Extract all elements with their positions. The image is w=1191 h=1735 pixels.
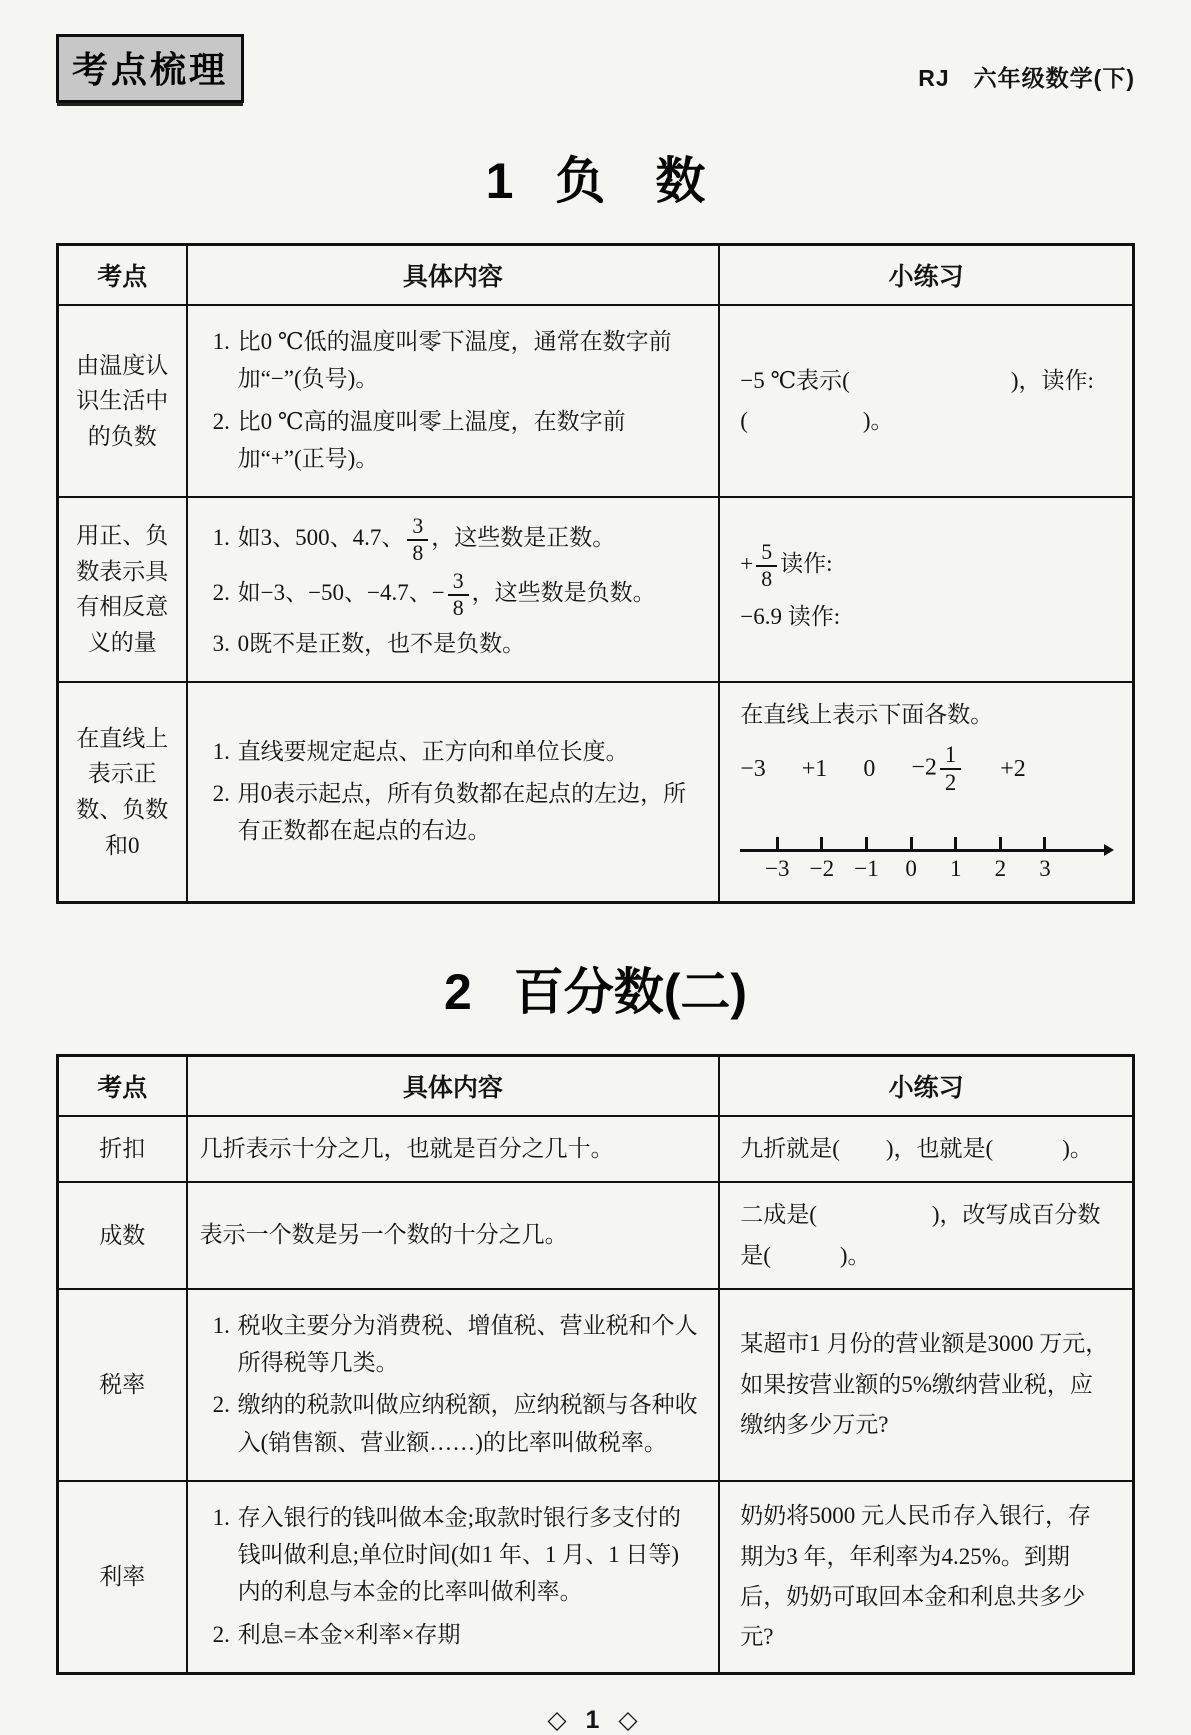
- header-practice: 小练习: [719, 1056, 1133, 1117]
- page-number: 1: [585, 1705, 606, 1734]
- topic-cell: 税率: [58, 1289, 187, 1481]
- tick: [807, 825, 837, 880]
- topic-cell: 在直线上表示正数、负数和0: [58, 682, 187, 903]
- tick-label: −1: [854, 856, 879, 882]
- content-item: 3. 0既不是正数，也不是负数。: [236, 625, 701, 662]
- fraction-denominator: 8: [756, 565, 777, 591]
- chapter2-name: 百分数(二): [513, 964, 748, 1021]
- practice-cell: [719, 1481, 1133, 1674]
- tick-mark: [954, 837, 957, 852]
- topic-cell: 由温度认识生活中的负数: [58, 305, 187, 497]
- text-segment: −2: [911, 754, 937, 781]
- practice-text: 二成是( )，改写成百分数是( )。: [740, 1202, 1101, 1268]
- chapter2-table: [56, 1054, 1135, 1675]
- number-item: −3: [740, 756, 766, 783]
- content-item: 1. 比0 ℃低的温度叫零下温度，通常在数字前加“−”(负号)。: [236, 323, 701, 398]
- content-cell: [187, 682, 720, 903]
- text-segment: +: [740, 551, 754, 577]
- topic-cell: 利率: [58, 1481, 187, 1674]
- number-item: [911, 743, 964, 795]
- practice-cell: [719, 497, 1133, 682]
- practice-cell: [719, 1289, 1133, 1481]
- topic-cell: 成数: [58, 1182, 187, 1289]
- table-header-row: [58, 245, 1134, 306]
- table-row: [58, 1481, 1134, 1674]
- number-line: [740, 825, 1112, 889]
- fraction: [407, 515, 428, 565]
- practice-text: −5 ℃表示( )，读作:( )。: [740, 367, 1094, 433]
- table-row: [58, 1289, 1134, 1481]
- tick-label: 0: [905, 856, 917, 882]
- tick-label: 3: [1039, 856, 1051, 882]
- content-cell: [187, 1116, 720, 1182]
- chapter1-name: 负 数: [555, 153, 706, 209]
- number-item: +1: [801, 756, 828, 783]
- fraction: [940, 743, 961, 795]
- chapter1-title: [56, 141, 1135, 213]
- tick: [941, 825, 971, 880]
- text-segment: 读作:: [780, 551, 833, 577]
- tick-label: 2: [994, 856, 1007, 882]
- page-footer: [56, 1705, 1135, 1735]
- tick: [985, 825, 1015, 880]
- fraction-numerator: 3: [452, 568, 464, 593]
- practice-text: −6.9 读作:: [740, 604, 841, 630]
- tick-mark: [776, 837, 779, 852]
- tick-mark: [999, 837, 1002, 852]
- practice-text: 九折就是( )，也就是( )。: [740, 1136, 1093, 1162]
- table-row: [58, 1116, 1134, 1182]
- practice-cell: [719, 1116, 1133, 1182]
- practice-text: 在直线上表示下面各数。: [740, 701, 994, 727]
- content-item: 1. 税收主要分为消费税、增值税、营业税和个人所得税等几类。: [236, 1307, 701, 1382]
- content-item: 2. 用0表示起点，所有负数都在起点的左边，所有正数都在起点的右边。: [236, 775, 701, 850]
- fraction-numerator: 5: [761, 540, 773, 565]
- diamond-icon: ◇: [547, 1705, 573, 1734]
- fraction-denominator: 8: [407, 539, 428, 565]
- table-row: [58, 1182, 1134, 1289]
- table-row: [58, 682, 1134, 903]
- content-item: 2. 利息=本金×利率×存期: [236, 1616, 701, 1653]
- tick: [1030, 825, 1060, 880]
- chapter2-number: 2: [443, 964, 472, 1021]
- table-row: [58, 497, 1134, 682]
- tick-label: −2: [809, 856, 835, 882]
- content-item: 1. 直线要规定起点、正方向和单位长度。: [236, 733, 701, 770]
- header-topic: 考点: [58, 1056, 187, 1117]
- edition-label: RJ 六年级数学(下): [918, 65, 1135, 91]
- practice-cell: [719, 682, 1133, 903]
- practice-cell: [719, 1182, 1133, 1289]
- chapter1-number: 1: [485, 153, 514, 209]
- text-segment: ，这些数是正数。: [431, 525, 616, 551]
- tick-label: 1: [949, 856, 962, 882]
- header-content: 具体内容: [187, 245, 720, 306]
- number-line-arrow: [1104, 844, 1114, 856]
- tick: [896, 825, 926, 880]
- header-content: 具体内容: [187, 1056, 720, 1117]
- chapter2-title: [56, 952, 1135, 1024]
- fraction-denominator: 2: [940, 768, 961, 795]
- header-topic: 考点: [58, 245, 187, 306]
- content-cell: [187, 1182, 720, 1289]
- tick-mark: [820, 837, 823, 852]
- content-cell: [187, 1481, 720, 1674]
- practice-text: [740, 541, 1112, 591]
- fraction-denominator: 8: [448, 594, 469, 620]
- content-item: [236, 570, 701, 620]
- content-cell: [187, 1289, 720, 1481]
- content-cell: [187, 497, 720, 682]
- practice-text: 奶奶将5000 元人民币存入银行，存期为3 年，年利率为4.25%。到期后，奶奶可取回本金和利息共多少元?: [740, 1503, 1091, 1650]
- practice-text: 某超市1 月份的营业额是3000 万元，如果按营业额的5%缴纳营业税，应缴纳多少万元?: [740, 1331, 1109, 1437]
- tick-mark: [865, 837, 868, 852]
- fraction: [756, 541, 777, 591]
- content-item: 2. 比0 ℃高的温度叫零上温度，在数字前加“+”(正号)。: [236, 403, 701, 478]
- tick-mark: [1043, 837, 1046, 852]
- topic-cell: 用正、负数表示具有相反意义的量: [58, 497, 187, 682]
- practice-cell: [719, 305, 1133, 497]
- content-item: 1. 存入银行的钱叫做本金;取款时银行多支付的钱叫做利息;单位时间(如1 年、1 月、1 日等)内的利息与本金的比率叫做利率。: [236, 1499, 701, 1611]
- page-header: [56, 34, 1135, 103]
- header-practice: 小练习: [719, 245, 1133, 306]
- number-item: 0: [863, 756, 876, 783]
- number-line-ticks: [762, 825, 1060, 880]
- content-text: 表示一个数是另一个数的十分之几。: [199, 1221, 568, 1247]
- topic-cell: 折扣: [58, 1116, 187, 1182]
- chapter1-table: [56, 243, 1135, 904]
- text-segment: 如−3、−50、−4.7、−: [237, 580, 445, 606]
- content-item: 2. 缴纳的税款叫做应纳税额，应纳税额与各种收入(销售额、营业额……)的比率叫做税率。: [236, 1386, 701, 1461]
- section-badge: 考点梳理: [56, 34, 244, 103]
- tick: [762, 825, 792, 880]
- table-row: [58, 305, 1134, 497]
- number-item: +2: [1000, 756, 1026, 783]
- tick-label: −3: [764, 856, 790, 882]
- content-text: 几折表示十分之几，也就是百分之几十。: [199, 1135, 614, 1161]
- fraction-numerator: 1: [944, 742, 957, 768]
- diamond-icon: ◇: [618, 1705, 644, 1734]
- fraction: [448, 570, 469, 620]
- fraction-numerator: 3: [412, 514, 424, 538]
- table-header-row: [58, 1056, 1134, 1117]
- text-segment: ，这些数是负数。: [471, 580, 656, 606]
- content-cell: [187, 305, 720, 497]
- tick-mark: [910, 837, 913, 852]
- numbers-to-plot: [740, 743, 1112, 795]
- text-segment: 如3、500、4.7、: [237, 525, 405, 551]
- content-item: [236, 515, 701, 565]
- tick: [851, 825, 881, 880]
